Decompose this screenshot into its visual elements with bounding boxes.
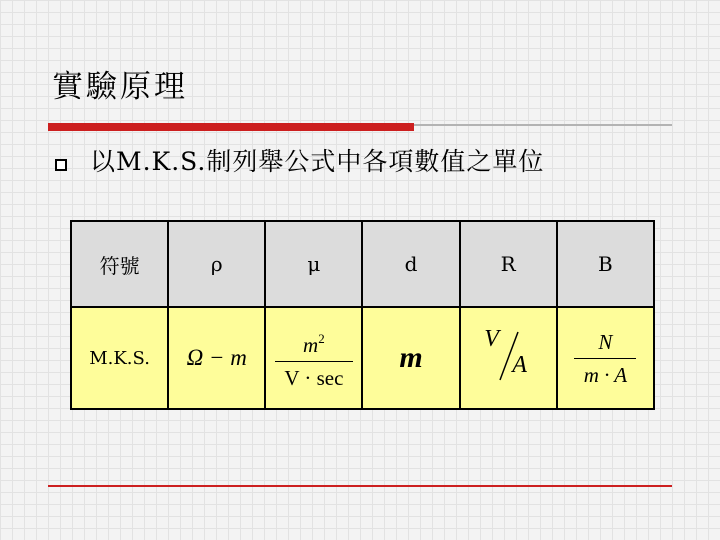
- symbol-mu: μ: [265, 221, 362, 307]
- unit-mu-exponent: 2: [318, 330, 325, 346]
- unit-mu-numerator: m: [303, 332, 319, 357]
- symbol-rho: ρ: [168, 221, 265, 307]
- mks-units-row: [71, 307, 654, 409]
- bullet-square-icon: [55, 159, 67, 171]
- fraction-bar: [275, 361, 353, 362]
- row-label: M.K.S.: [71, 307, 168, 409]
- unit-d-text: m: [399, 341, 423, 374]
- unit-r-denominator: A: [512, 351, 527, 378]
- unit-r: [460, 307, 557, 409]
- units-table: [70, 220, 655, 410]
- slash-line: [478, 326, 538, 386]
- unit-r-slash-fraction: [478, 326, 538, 386]
- title-accent-bar: [48, 123, 414, 131]
- bullet-text: 以M.K.S.制列舉公式中各項數值之單位: [90, 147, 545, 176]
- unit-mu-fraction: [275, 326, 353, 391]
- unit-b-denominator: m · A: [583, 362, 628, 387]
- unit-rho-text: Ω − m: [186, 345, 247, 370]
- symbol-d: d: [362, 221, 459, 307]
- unit-mu: [265, 307, 362, 409]
- unit-rho: [168, 307, 265, 409]
- symbol-r: R: [460, 221, 557, 307]
- fraction-bar: [574, 358, 636, 359]
- symbol-b: B: [557, 221, 654, 307]
- unit-b-numerator: N: [598, 329, 613, 354]
- footer-divider: [48, 485, 672, 487]
- unit-b-fraction: [574, 329, 636, 388]
- unit-d: [362, 307, 459, 409]
- unit-b: [557, 307, 654, 409]
- header-label: 符號: [71, 221, 168, 307]
- symbol-header-row: [71, 221, 654, 307]
- slide-title: 實驗原理: [52, 69, 188, 105]
- unit-r-numerator: V: [484, 325, 499, 352]
- unit-mu-denominator: V · sec: [284, 365, 344, 390]
